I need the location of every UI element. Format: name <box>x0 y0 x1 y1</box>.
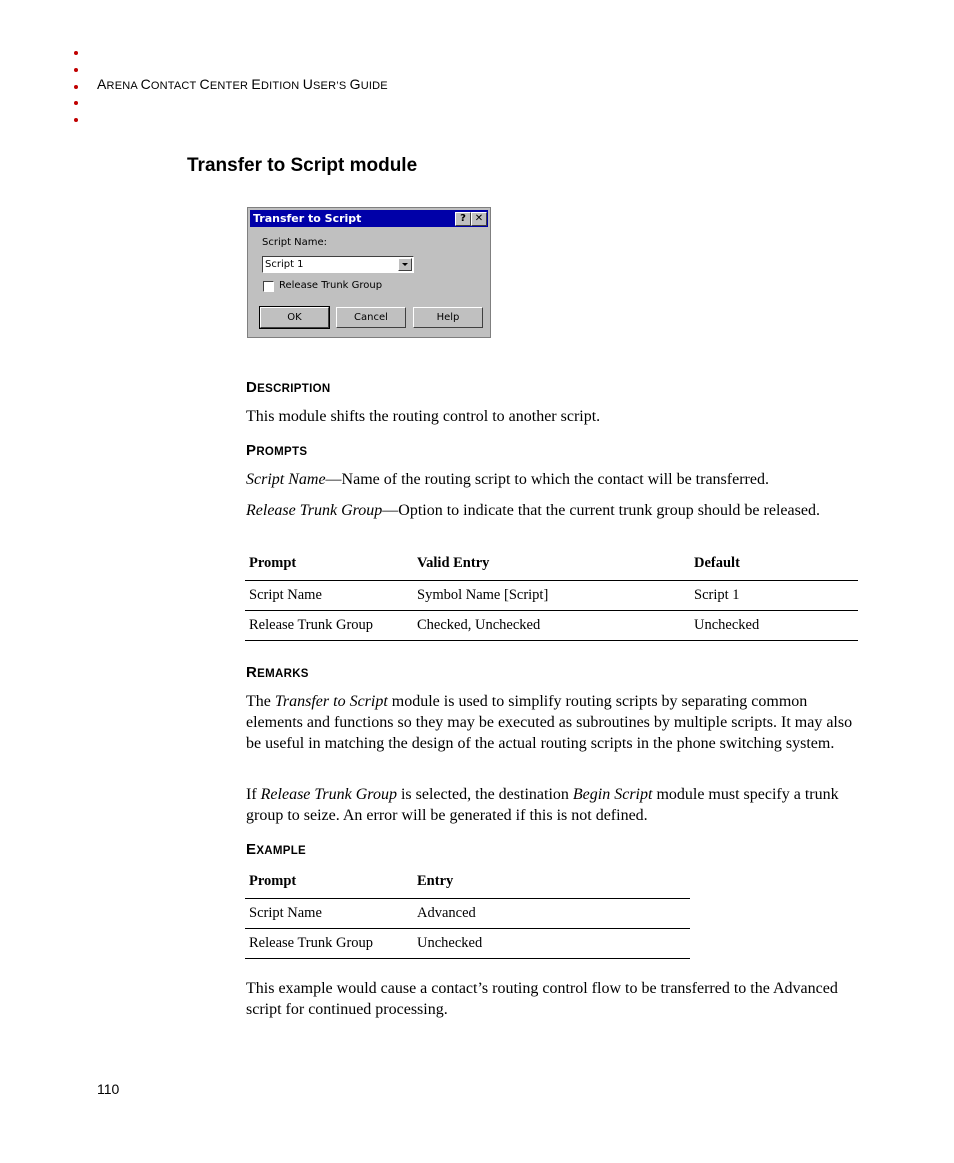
cancel-button[interactable]: Cancel <box>336 307 406 328</box>
page-title: Transfer to Script module <box>187 155 418 176</box>
margin-bullet <box>74 51 78 55</box>
margin-bullet <box>74 101 78 105</box>
margin-bullet <box>74 85 78 89</box>
table-header-row <box>245 547 858 581</box>
table-header: Entry <box>413 865 690 899</box>
prompt-table <box>245 547 858 641</box>
table-cell: Script Name <box>245 899 413 929</box>
example-table <box>245 865 690 959</box>
table-row <box>245 929 690 959</box>
prompt-release-trunk-text: Release Trunk Group—Option to indicate that the current trunk group should be released. <box>246 502 820 519</box>
table-cell: Checked, Unchecked <box>413 611 690 641</box>
description-heading: DESCRIPTION <box>246 379 331 396</box>
table-header: Prompt <box>245 547 413 581</box>
dialog-title: Transfer to Script <box>253 212 362 225</box>
script-name-combobox[interactable] <box>262 256 414 273</box>
page-number: 110 <box>97 1081 120 1097</box>
table-cell: Script Name <box>245 581 413 611</box>
prompt-script-name-text: Script Name—Name of the routing script to which the contact will be transferred. <box>246 471 769 488</box>
help-button[interactable]: Help <box>413 307 483 328</box>
table-cell: Release Trunk Group <box>245 929 413 959</box>
table-cell: Symbol Name [Script] <box>413 581 690 611</box>
release-trunk-group-label: Release Trunk Group <box>279 280 383 291</box>
table-cell: Unchecked <box>690 611 858 641</box>
transfer-to-script-dialog <box>247 207 491 338</box>
table-row <box>245 899 690 929</box>
remarks-paragraph-2: If Release Trunk Group is selected, the destination Begin Script module must specify a trunk group to seize. An error will be generated if this is not defined. <box>246 786 839 824</box>
table-row <box>245 581 858 611</box>
table-header-row <box>245 865 690 899</box>
example-heading: EXAMPLE <box>246 841 307 858</box>
remarks-heading: REMARKS <box>246 664 309 681</box>
margin-bullet <box>74 118 78 122</box>
table-cell: Script 1 <box>690 581 858 611</box>
table-header: Valid Entry <box>413 547 690 581</box>
table-row <box>245 611 858 641</box>
script-name-value: Script 1 <box>265 259 304 270</box>
close-icon[interactable]: ✕ <box>471 212 487 226</box>
remarks-paragraph-1: The Transfer to Script module is used to simplify routing scripts by separating common elements and functions so they may be executed as subroutines by multiple scripts. It may also be useful in matching the design of the actual routing scripts in the phone switching system. <box>246 693 853 752</box>
help-question-icon[interactable]: ? <box>455 212 471 226</box>
running-head: ARENA CONTACT CENTER EDITION USER’S GUIDE <box>97 76 388 92</box>
table-header: Default <box>690 547 858 581</box>
table-cell: Advanced <box>413 899 690 929</box>
chevron-down-icon[interactable] <box>398 258 412 271</box>
example-text: This example would cause a contact’s routing control flow to be transferred to the Advanced script for continued processing. <box>246 980 838 1018</box>
table-cell: Unchecked <box>413 929 690 959</box>
margin-bullet <box>74 68 78 72</box>
script-name-label: Script Name: <box>262 237 328 248</box>
table-header: Prompt <box>245 865 413 899</box>
description-text: This module shifts the routing control to another script. <box>246 408 601 425</box>
prompts-heading: PROMPTS <box>246 442 308 459</box>
table-cell: Release Trunk Group <box>245 611 413 641</box>
release-trunk-group-checkbox[interactable] <box>263 281 274 292</box>
ok-button[interactable]: OK <box>260 307 329 328</box>
dialog-title-bar <box>250 210 488 227</box>
